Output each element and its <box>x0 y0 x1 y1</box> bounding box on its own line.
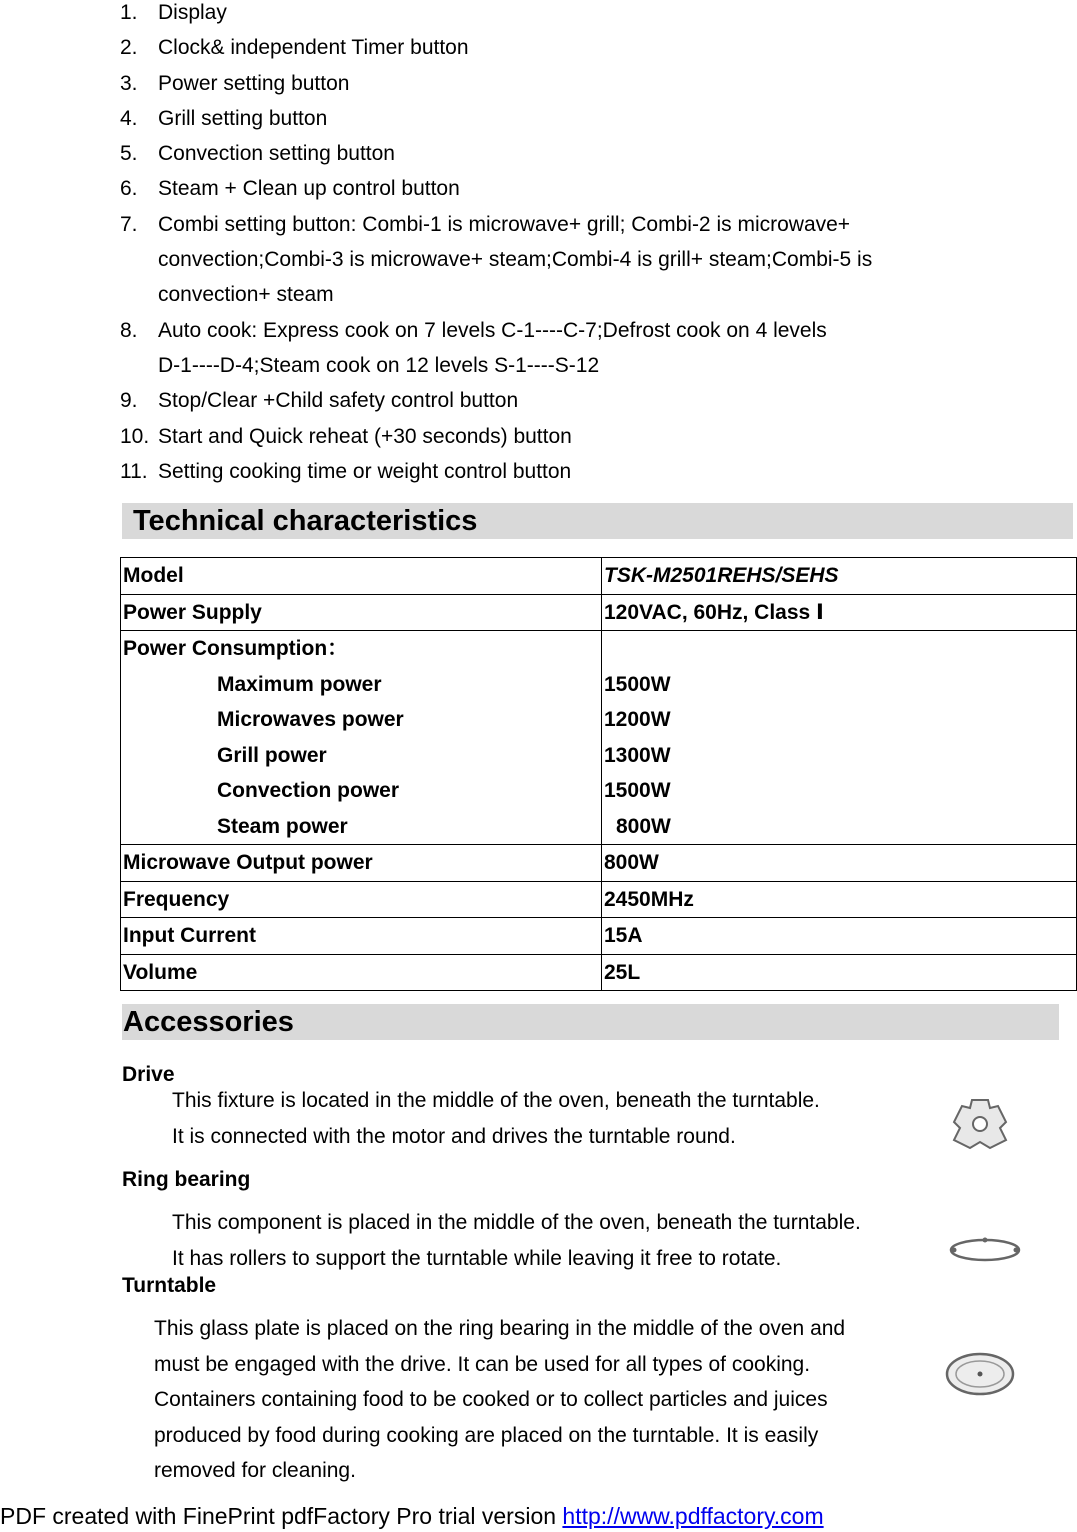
list-item: 1. Display <box>120 1 227 24</box>
table-row: Input Current 15A <box>121 918 1077 955</box>
accessories-heading: Accessories <box>122 1004 1059 1040</box>
table-row: Volume 25L <box>121 954 1077 991</box>
technical-heading: Technical characteristics <box>122 503 1073 539</box>
table-row: Power Supply 120VAC, 60Hz, Class Ⅰ <box>121 594 1077 631</box>
controls-list <box>120 0 1020 489</box>
turntable-title: Turntable <box>122 1274 217 1297</box>
list-item: 3. Power setting button <box>120 71 350 95</box>
technical-table <box>120 557 1077 991</box>
table-row: Power Consumption： Maximum power Microwaves power Grill power Convection power Steam power 1500W 1200W 1300W 1500W 800W <box>121 631 1077 845</box>
list-item: 2. Clock& independent Timer button <box>120 36 469 60</box>
drive-title: Drive <box>122 1063 175 1086</box>
pdffactory-link[interactable]: http://www.pdffactory.com <box>562 1503 824 1529</box>
turntable-icon <box>945 1352 1015 1396</box>
ring-bearing-description: This component is placed in the middle of the oven, beneath the turntable. It has rollers to support the turntable while leaving it free to rotate. <box>172 1211 861 1270</box>
list-item: 9. Stop/Clear +Child safety control button <box>120 389 519 413</box>
table-row: Microwave Output power 800W <box>121 845 1077 882</box>
turntable-description: This glass plate is placed on the ring bearing in the middle of the oven and must be engaged with the drive. It can be used for all types of cooking. Containers containing food to be cooked or to collect particles and juices produced by food during cooking are placed on the turntable. It is easily removed for cleaning. <box>154 1317 846 1482</box>
list-item: 10. Start and Quick reheat (+30 seconds) button <box>120 424 572 448</box>
table-row: Model TSK-M2501REHS/SEHS <box>121 558 1077 595</box>
drive-description: This fixture is located in the middle of the oven, beneath the turntable. It is connected with the motor and drives the turntable round. <box>172 1089 820 1148</box>
list-item: 4. Grill setting button <box>120 106 328 130</box>
list-item: 11. Setting cooking time or weight control button <box>120 459 572 483</box>
pdf-footer: PDF created with FinePrint pdfFactory Pro trial version http://www.pdffactory.com <box>0 1503 824 1529</box>
list-item: 8. Auto cook: Express cook on 7 levels C-1----C-7;Defrost cook on 4 levels D-1----D-4;Steam cook on 12 levels S-1----S-12 <box>120 318 827 377</box>
list-item: 5. Convection setting button <box>120 142 395 166</box>
list-item: 7. Combi setting button: Combi-1 is microwave+ grill; Combi-2 is microwave+ convection;Combi-3 is microwave+ steam;Combi-4 is grill+ steam;Combi-5 is convection+ steam <box>120 212 873 307</box>
drive-icon <box>950 1096 1010 1152</box>
table-row: Frequency 2450MHz <box>121 881 1077 918</box>
list-item: 6. Steam + Clean up control button <box>120 177 460 201</box>
ring-bearing-title: Ring bearing <box>122 1168 251 1191</box>
ring-bearing-icon <box>948 1236 1022 1264</box>
